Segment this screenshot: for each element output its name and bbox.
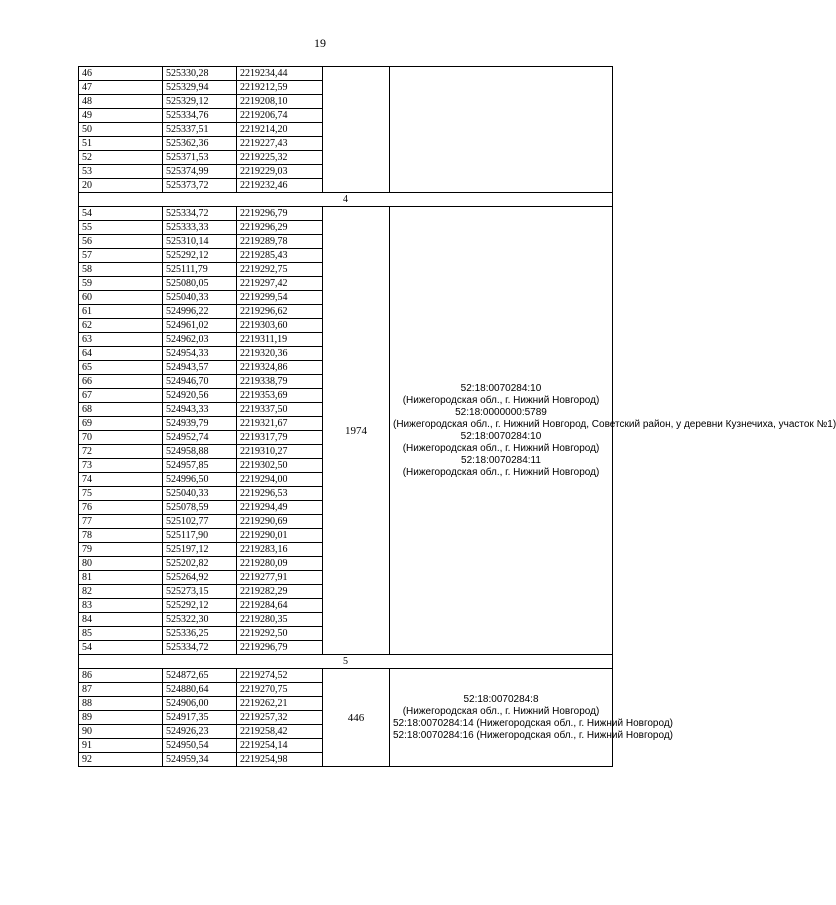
y-coordinate: 2219212,59 [237, 81, 323, 95]
y-coordinate: 2219320,36 [237, 347, 323, 361]
y-coordinate: 2219324,86 [237, 361, 323, 375]
table-row [79, 207, 613, 221]
y-coordinate: 2219296,62 [237, 305, 323, 319]
y-coordinate: 2219280,09 [237, 557, 323, 571]
point-number: 56 [79, 235, 163, 249]
point-number: 54 [79, 641, 163, 655]
section-number: 4 [79, 193, 613, 207]
y-coordinate: 2219296,53 [237, 487, 323, 501]
point-number: 84 [79, 613, 163, 627]
y-coordinate: 2219338,79 [237, 375, 323, 389]
x-coordinate: 525202,82 [163, 557, 237, 571]
point-number: 90 [79, 725, 163, 739]
point-number: 48 [79, 95, 163, 109]
y-coordinate: 2219232,46 [237, 179, 323, 193]
point-number: 81 [79, 571, 163, 585]
y-coordinate: 2219290,01 [237, 529, 323, 543]
section-header-row [79, 655, 613, 669]
point-number: 70 [79, 431, 163, 445]
owner-line: (Нижегородская обл., г. Нижний Новгород, Советский район, у деревни Кузнечиха, участок №1) [393, 418, 836, 430]
x-coordinate: 524952,74 [163, 431, 237, 445]
y-coordinate: 2219296,79 [237, 207, 323, 221]
x-coordinate: 525329,12 [163, 95, 237, 109]
point-number: 73 [79, 459, 163, 473]
point-number: 77 [79, 515, 163, 529]
point-number: 92 [79, 753, 163, 767]
x-coordinate: 525264,92 [163, 571, 237, 585]
point-number: 83 [79, 599, 163, 613]
x-coordinate: 525273,15 [163, 585, 237, 599]
owners-cell [390, 669, 673, 767]
point-number: 57 [79, 249, 163, 263]
page-number: 19 [314, 36, 326, 50]
x-coordinate: 524957,85 [163, 459, 237, 473]
y-coordinate: 2219254,98 [237, 753, 323, 767]
y-coordinate: 2219294,49 [237, 501, 323, 515]
owner-line: 52:18:0000000:5789 [455, 406, 547, 418]
y-coordinate: 2219302,50 [237, 459, 323, 473]
x-coordinate: 524996,22 [163, 305, 237, 319]
x-coordinate: 524996,50 [163, 473, 237, 487]
area-value [323, 67, 390, 193]
x-coordinate: 525080,05 [163, 277, 237, 291]
y-coordinate: 2219289,78 [237, 235, 323, 249]
table-row [79, 67, 613, 81]
y-coordinate: 2219321,67 [237, 417, 323, 431]
y-coordinate: 2219280,35 [237, 613, 323, 627]
owner-line: (Нижегородская обл., г. Нижний Новгород) [402, 705, 600, 717]
x-coordinate: 524954,33 [163, 347, 237, 361]
y-coordinate: 2219317,79 [237, 431, 323, 445]
y-coordinate: 2219290,69 [237, 515, 323, 529]
point-number: 54 [79, 207, 163, 221]
point-number: 69 [79, 417, 163, 431]
point-number: 58 [79, 263, 163, 277]
x-coordinate: 525330,28 [163, 67, 237, 81]
y-coordinate: 2219283,16 [237, 543, 323, 557]
point-number: 91 [79, 739, 163, 753]
x-coordinate: 525362,36 [163, 137, 237, 151]
y-coordinate: 2219294,00 [237, 473, 323, 487]
x-coordinate: 524926,23 [163, 725, 237, 739]
x-coordinate: 524943,33 [163, 403, 237, 417]
area-value: 446 [323, 669, 390, 767]
y-coordinate: 2219282,29 [237, 585, 323, 599]
y-coordinate: 2219270,75 [237, 683, 323, 697]
x-coordinate: 525336,25 [163, 627, 237, 641]
x-coordinate: 524943,57 [163, 361, 237, 375]
x-coordinate: 524906,00 [163, 697, 237, 711]
coordinates-table [78, 66, 836, 767]
x-coordinate: 525292,12 [163, 249, 237, 263]
owners-cell [390, 67, 613, 193]
x-coordinate: 525337,51 [163, 123, 237, 137]
owner-line: 52:18:0070284:16 (Нижегородская обл., г. Нижний Новгород) [393, 729, 673, 741]
y-coordinate: 2219292,50 [237, 627, 323, 641]
y-coordinate: 2219310,27 [237, 445, 323, 459]
y-coordinate: 2219303,60 [237, 319, 323, 333]
point-number: 20 [79, 179, 163, 193]
x-coordinate: 525374,99 [163, 165, 237, 179]
y-coordinate: 2219296,79 [237, 641, 323, 655]
x-coordinate: 524962,03 [163, 333, 237, 347]
owners-cell [390, 207, 836, 655]
y-coordinate: 2219258,42 [237, 725, 323, 739]
point-number: 88 [79, 697, 163, 711]
owner-line: 52:18:0070284:10 [460, 382, 542, 394]
y-coordinate: 2219225,32 [237, 151, 323, 165]
area-value: 1974 [323, 207, 390, 655]
point-number: 76 [79, 501, 163, 515]
y-coordinate: 2219311,19 [237, 333, 323, 347]
x-coordinate: 524961,02 [163, 319, 237, 333]
point-number: 61 [79, 305, 163, 319]
x-coordinate: 525334,72 [163, 641, 237, 655]
point-number: 82 [79, 585, 163, 599]
point-number: 63 [79, 333, 163, 347]
y-coordinate: 2219296,29 [237, 221, 323, 235]
y-coordinate: 2219234,44 [237, 67, 323, 81]
x-coordinate: 524959,34 [163, 753, 237, 767]
x-coordinate: 525078,59 [163, 501, 237, 515]
y-coordinate: 2219274,52 [237, 669, 323, 683]
section-number: 5 [79, 655, 613, 669]
point-number: 87 [79, 683, 163, 697]
x-coordinate: 524880,64 [163, 683, 237, 697]
point-number: 68 [79, 403, 163, 417]
point-number: 85 [79, 627, 163, 641]
section-header-row [79, 193, 613, 207]
y-coordinate: 2219229,03 [237, 165, 323, 179]
y-coordinate: 2219262,21 [237, 697, 323, 711]
x-coordinate: 525329,94 [163, 81, 237, 95]
point-number: 66 [79, 375, 163, 389]
y-coordinate: 2219353,69 [237, 389, 323, 403]
point-number: 49 [79, 109, 163, 123]
y-coordinate: 2219284,64 [237, 599, 323, 613]
owner-line: 52:18:0070284:14 (Нижегородская обл., г. Нижний Новгород) [393, 717, 673, 729]
x-coordinate: 525102,77 [163, 515, 237, 529]
point-number: 50 [79, 123, 163, 137]
point-number: 78 [79, 529, 163, 543]
point-number: 51 [79, 137, 163, 151]
owner-line: (Нижегородская обл., г. Нижний Новгород) [402, 466, 600, 478]
coordinates-table-body [79, 67, 836, 767]
x-coordinate: 525117,90 [163, 529, 237, 543]
owner-line: 52:18:0070284:8 [463, 693, 539, 705]
x-coordinate: 525334,72 [163, 207, 237, 221]
x-coordinate: 524920,56 [163, 389, 237, 403]
point-number: 46 [79, 67, 163, 81]
point-number: 75 [79, 487, 163, 501]
y-coordinate: 2219292,75 [237, 263, 323, 277]
x-coordinate: 525292,12 [163, 599, 237, 613]
x-coordinate: 525197,12 [163, 543, 237, 557]
y-coordinate: 2219227,43 [237, 137, 323, 151]
x-coordinate: 524939,79 [163, 417, 237, 431]
x-coordinate: 525111,79 [163, 263, 237, 277]
x-coordinate: 524872,65 [163, 669, 237, 683]
y-coordinate: 2219254,14 [237, 739, 323, 753]
point-number: 67 [79, 389, 163, 403]
table-row [79, 669, 613, 683]
owner-line: (Нижегородская обл., г. Нижний Новгород) [402, 394, 600, 406]
owner-line: 52:18:0070284:10 [460, 430, 542, 442]
x-coordinate: 525373,72 [163, 179, 237, 193]
point-number: 60 [79, 291, 163, 305]
owner-line: 52:18:0070284:11 [461, 454, 541, 466]
point-number: 86 [79, 669, 163, 683]
y-coordinate: 2219206,74 [237, 109, 323, 123]
y-coordinate: 2219297,42 [237, 277, 323, 291]
owner-line: (Нижегородская обл., г. Нижний Новгород) [402, 442, 600, 454]
x-coordinate: 524946,70 [163, 375, 237, 389]
point-number: 55 [79, 221, 163, 235]
x-coordinate: 525371,53 [163, 151, 237, 165]
point-number: 52 [79, 151, 163, 165]
y-coordinate: 2219285,43 [237, 249, 323, 263]
point-number: 64 [79, 347, 163, 361]
point-number: 74 [79, 473, 163, 487]
x-coordinate: 525040,33 [163, 487, 237, 501]
point-number: 47 [79, 81, 163, 95]
x-coordinate: 524958,88 [163, 445, 237, 459]
point-number: 59 [79, 277, 163, 291]
y-coordinate: 2219257,32 [237, 711, 323, 725]
point-number: 53 [79, 165, 163, 179]
point-number: 89 [79, 711, 163, 725]
point-number: 80 [79, 557, 163, 571]
x-coordinate: 525333,33 [163, 221, 237, 235]
y-coordinate: 2219208,10 [237, 95, 323, 109]
point-number: 79 [79, 543, 163, 557]
x-coordinate: 525334,76 [163, 109, 237, 123]
y-coordinate: 2219214,20 [237, 123, 323, 137]
y-coordinate: 2219277,91 [237, 571, 323, 585]
x-coordinate: 524917,35 [163, 711, 237, 725]
point-number: 72 [79, 445, 163, 459]
y-coordinate: 2219299,54 [237, 291, 323, 305]
x-coordinate: 525322,30 [163, 613, 237, 627]
point-number: 62 [79, 319, 163, 333]
y-coordinate: 2219337,50 [237, 403, 323, 417]
point-number: 65 [79, 361, 163, 375]
x-coordinate: 525040,33 [163, 291, 237, 305]
x-coordinate: 524950,54 [163, 739, 237, 753]
x-coordinate: 525310,14 [163, 235, 237, 249]
